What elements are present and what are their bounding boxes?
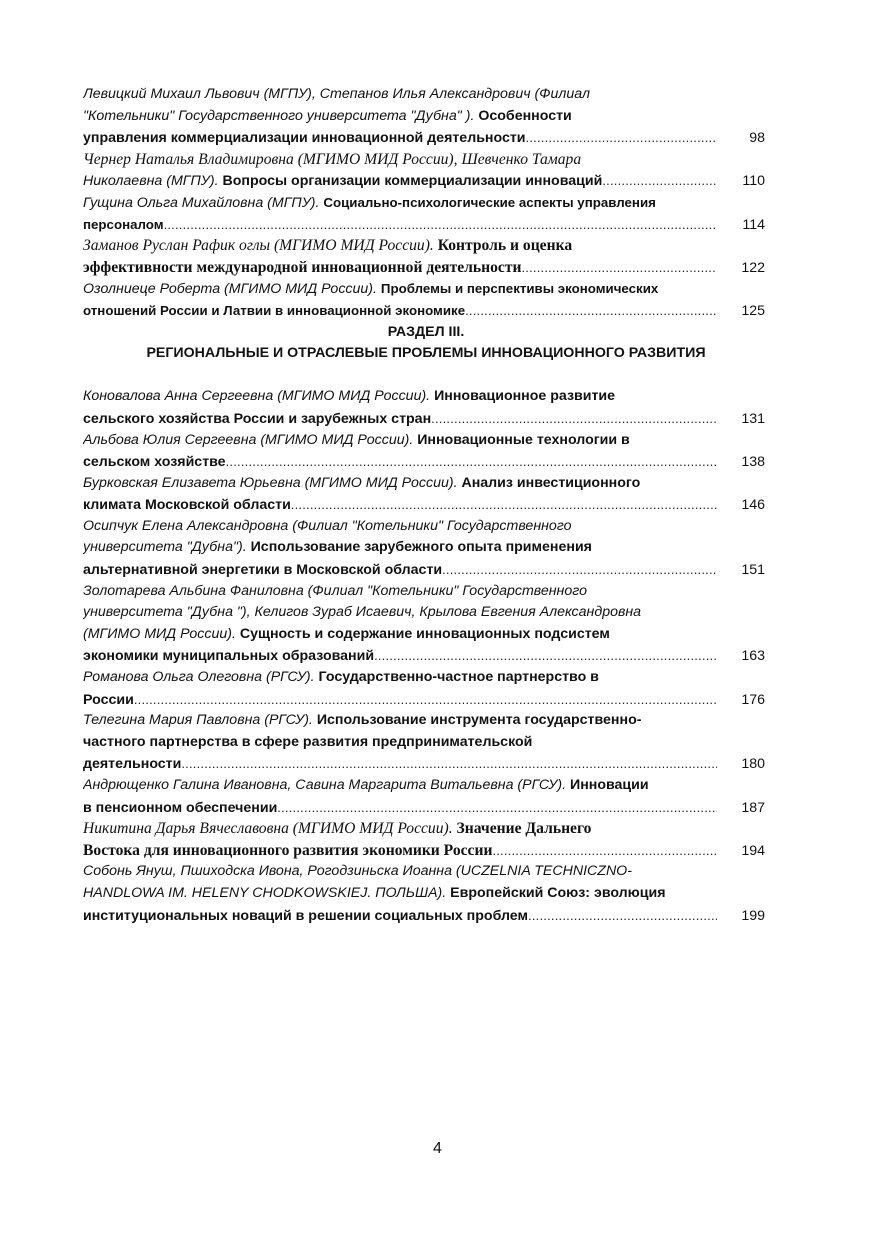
toc-entry-title: персоналом [83,216,164,232]
dot-leader [465,300,717,322]
toc-entry-line [83,710,769,732]
toc-entry-line [83,732,769,754]
toc-entry-title: Европейский Союз: эволюция [450,884,666,901]
toc-entry-title: Особенности [478,107,572,124]
toc-entry-line [83,149,769,171]
toc-entry-text [83,257,522,279]
toc-entry-page-number: 114 [742,216,765,233]
toc-entry-title: экономики муниципальных образований [83,648,375,665]
toc-entry-title: Контроль и оценка [437,237,573,255]
toc-entry-text [83,300,465,322]
toc-entry-title: России [83,691,134,708]
toc-entry-line [83,235,769,257]
toc-entry-line [83,84,769,106]
toc-entry-page-number: 163 [741,648,765,665]
toc-entry-page-number: 138 [741,454,765,471]
toc-entry-title: Использование зарубежного опыта применения [250,539,592,556]
toc-entry-page-number: 151 [741,562,765,579]
toc-entry-last-line [83,214,769,236]
toc-entry-last-line [83,559,769,581]
dot-leader [528,905,717,927]
toc-entry-page-number: 98 [749,130,765,147]
toc-entry-authors: Шевченко Тамара [461,150,582,168]
toc-entry-text [83,128,526,149]
toc-entry-authors: Золотарева Альбина Фаниловна (Филиал "Котельники" Государственного [83,582,587,599]
dot-leader [602,170,717,192]
toc-entry-title: Востока для инновационного развития экономики России [83,841,493,859]
toc-entry-last-line [83,905,769,927]
toc-entry-title: частного партнерства в сфере развития предпринимательской [83,733,533,750]
dot-leader [492,840,717,862]
toc-entry-title: институциональных новаций в решении социальных проблем [83,907,529,924]
toc-entry-page-number: 110 [742,173,765,190]
toc-entry[interactable] [83,473,769,516]
toc-entry[interactable] [83,516,769,581]
toc-entry-page-number: 180 [741,756,765,773]
toc-entry-line [83,883,769,905]
toc-entry-text [83,495,291,516]
toc-entry-authors: Никитина Дарья Вячеславовна (МГИМО МИД России). [83,820,457,838]
toc-entry-title: в пенсионном обеспечении [83,799,278,816]
toc-entry-page-number: 199 [741,907,765,924]
toc-entry[interactable] [83,235,769,278]
toc-entry-title: Инновационные технологии в [417,431,630,448]
page-number: 4 [433,1140,442,1157]
toc-group-section-iii [83,386,769,926]
toc-entry-line [83,386,769,408]
toc-entry-line [83,473,769,495]
toc-entry-authors: Романова Ольга Олеговна (РГСУ). [83,669,319,686]
toc-entry-page-number: 131 [741,410,765,427]
toc-entry-authors: (МГИМО МИД России). [83,625,240,642]
toc-entry-authors: Осипчук Елена Александровна (Филиал "Котельники" Государственного [83,517,572,534]
toc-entry-authors: Чернер Наталья Владимировна (МГИМО МИД России), [83,150,462,168]
toc-entry-last-line [83,170,769,192]
toc-entry-page-number: 194 [741,842,765,859]
dot-leader [277,797,717,819]
toc-entry-text [83,214,164,236]
toc-entry-title: деятельности [83,756,182,773]
toc-entry-title: управления коммерциализации инновационной деятельности [83,130,526,147]
toc-entry-title: отношений России и Латвии в инновационной экономике [83,302,466,318]
toc-entry-authors: HANDLOWA IM. HELENY CHODKOWSKIEJ. ПОЛЬША). [83,884,451,901]
toc-entry[interactable] [83,775,769,818]
toc-entry-authors: Андрющенко Галина Ивановна, Савина Маргарита Витальевна (РГСУ). [83,777,570,793]
table-of-contents [83,84,769,926]
toc-entry-text [83,906,528,927]
toc-entry-text [83,754,181,775]
toc-entry-last-line [83,451,769,473]
toc-entry-last-line [83,753,769,775]
toc-entry-authors: "Котельники" Государственного университета "Дубна" ). [83,107,479,124]
toc-entry-page-number: 125 [741,302,765,319]
toc-entry-page-number: 176 [741,691,765,708]
toc-entry-authors: Альбова Юлия Сергеевна (МГИМО МИД России). [83,431,418,448]
toc-entry-text [83,840,492,862]
dot-leader [226,451,717,473]
toc-entry-authors: Николаевна (МГПУ). [83,173,223,190]
toc-entry-title: климата Московской области [83,497,291,514]
dot-leader [522,257,718,279]
toc-entry[interactable] [83,818,769,861]
toc-entry-text [83,560,442,581]
toc-entry-page-number: 187 [741,799,765,816]
toc-entry[interactable] [83,192,769,235]
toc-entry-authors: Коновалова Анна Сергеевна (МГИМО МИД России). [83,388,435,405]
dot-leader [181,753,717,775]
toc-entry-line [83,602,769,624]
toc-entry-text [83,798,277,819]
toc-entry[interactable] [83,278,769,321]
toc-entry[interactable] [83,386,769,429]
toc-entry-last-line [83,840,769,862]
toc-entry[interactable] [83,667,769,710]
toc-entry-line [83,624,769,646]
dot-leader [134,689,717,711]
toc-entry-line [83,278,769,300]
toc-entry[interactable] [83,149,769,192]
toc-entry-line [83,775,769,797]
toc-entry-last-line [83,645,769,667]
toc-entry-last-line [83,257,769,279]
toc-entry-title: Значение Дальнего [456,820,592,838]
toc-entry-authors: Левицкий Михаил Львович (МГПУ), [83,86,320,102]
section-label: РАЗДЕЛ III. [387,323,465,340]
toc-entry-last-line [83,797,769,819]
toc-entry-authors: Заманов Руслан Рафик оглы (МГИМО МИД России). [83,237,438,255]
toc-entry[interactable] [83,861,769,926]
toc-entry-line [83,861,769,883]
toc-entry-title: Анализ инвестиционного [461,474,641,491]
toc-entry-text [83,690,134,711]
toc-group-section-ii [83,84,769,322]
dot-leader [442,559,717,581]
toc-entry-last-line [83,300,769,322]
toc-entry-title: сельском хозяйстве [83,454,226,471]
toc-entry-title: Использование инструмента государственно- [316,712,642,729]
dot-leader [374,645,717,667]
toc-entry-last-line [83,494,769,516]
toc-entry-authors: Озолниеце Роберта (МГИМО МИД России). [83,281,381,298]
toc-entry-text [83,171,602,192]
section-spacer [83,365,769,387]
section-title: РЕГИОНАЛЬНЫЕ И ОТРАСЛЕВЫЕ ПРОБЛЕМЫ ИННОВАЦИОННОГО РАЗВИТИЯ [146,345,706,362]
toc-entry-authors: университета "Дубна "), Келигов Зураб Исаевич, Крылова Евгения Александровна [83,604,642,621]
dot-leader [291,494,717,516]
toc-entry-page-number: 122 [741,259,765,276]
toc-entry-line [83,537,769,559]
toc-entry-title: сельского хозяйства России и зарубежных стран [83,410,432,427]
toc-entry-title: Инновации [570,777,649,793]
toc-entry[interactable] [83,84,769,149]
toc-entry-authors: Собонь Януш, Пшиходска Ивона, Рогодзиньска Иоанна (UCZELNIA TECHNICZNO- [83,863,632,880]
toc-entry-page-number: 146 [741,497,765,514]
toc-entry-title: Социально-психологические аспекты управления [323,194,656,210]
toc-entry-authors: Степанов Илья Александрович (Филиал [319,86,591,102]
toc-entry-last-line [83,689,769,711]
dot-leader [431,408,717,430]
toc-entry-title: Инновационное развитие [434,388,616,405]
toc-entry[interactable] [83,430,769,473]
toc-entry-title: Сущность и содержание инновационных подсистем [239,625,610,642]
dot-leader [164,214,717,236]
toc-entry-line [83,106,769,128]
toc-entry-last-line [83,408,769,430]
toc-entry-authors: Телегина Мария Павловна (РГСУ). [83,712,317,729]
toc-entry-text [83,646,374,667]
toc-entry-title: альтернативной энергетики в Московской области [83,562,443,579]
toc-entry-line [83,192,769,214]
toc-entry-title: Государственно-частное партнерство в [318,669,599,686]
toc-entry-authors: университета "Дубна"). [83,539,251,556]
toc-entry-authors: Гущина Ольга Михайловна (МГПУ). [83,194,324,211]
toc-entry-text [83,452,226,473]
toc-entry-title: эффективности международной инновационной деятельности [83,258,522,276]
toc-entry-title: Проблемы и перспективы экономических [380,281,659,297]
toc-entry[interactable] [83,710,769,775]
toc-entry-line [83,818,769,840]
toc-entry-authors: Бурковская Елизавета Юрьевна (МГИМО МИД России). [83,474,462,491]
toc-entry-line [83,430,769,452]
section-heading [83,322,769,365]
toc-entry-last-line [83,127,769,149]
dot-leader [526,127,717,149]
toc-entry-title: Вопросы организации коммерциализации инноваций [222,173,603,190]
toc-entry-line [83,581,769,603]
toc-entry-text [83,409,431,430]
toc-entry-line [83,516,769,538]
toc-entry[interactable] [83,581,769,667]
toc-entry-line [83,667,769,689]
